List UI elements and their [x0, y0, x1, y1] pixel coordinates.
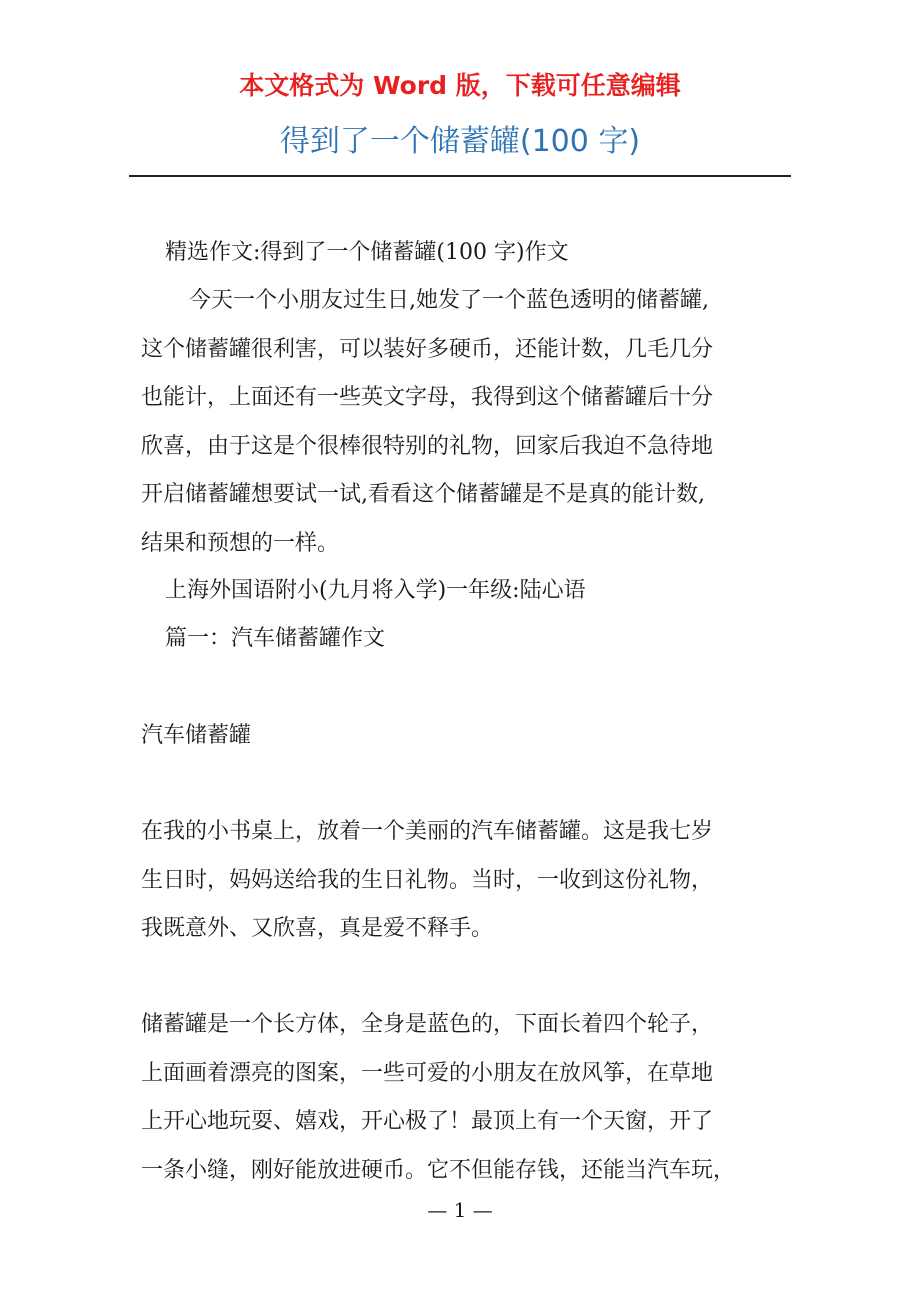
essay-paragraph-2	[141, 1001, 791, 1195]
text-line: 也能计，上面还有一些英文字母，我得到这个储蓄罐后十分	[141, 385, 714, 410]
text-line: 开启储蓄罐想要试一试,看看这个储蓄罐是不是真的能计数,	[141, 482, 705, 507]
paragraph-author	[165, 567, 815, 616]
text-line: 上面画着漂亮的图案，一些可爱的小朋友在放风筝，在草地	[141, 1060, 714, 1086]
title-divider	[129, 175, 791, 177]
section-heading	[165, 615, 815, 664]
format-notice-banner: 本文格式为 Word 版，下载可任意编辑	[239, 71, 681, 100]
page-number: — 1 —	[427, 1198, 493, 1222]
text-line: 篇一：汽车储蓄罐作文	[165, 626, 386, 651]
paragraph-intro	[141, 277, 791, 568]
essay-paragraph-1	[141, 808, 791, 954]
text-line: 汽车储蓄罐	[141, 723, 252, 748]
text-line: 欣喜，由于这是个很棒很特别的礼物，回家后我迫不急待地	[141, 433, 714, 459]
text-line: 在我的小书桌上，放着一个美丽的汽车储蓄罐。这是我七岁	[141, 819, 714, 844]
text-line: 生日时，妈妈送给我的生日礼物。当时，一收到这份礼物，	[141, 867, 714, 893]
text-line: 结果和预想的一样。	[141, 530, 340, 556]
text-line: 上海外国语附小(九月将入学)一年级:陆心语	[165, 578, 586, 603]
text-line: 这个储蓄罐很利害，可以装好多硬币，还能计数，几毛几分	[141, 336, 714, 362]
text-line: 上开心地玩耍、嬉戏，开心极了！最顶上有一个天窗，开了	[141, 1109, 714, 1134]
text-line: 我既意外、又欣喜，真是爱不释手。	[141, 916, 494, 941]
document-title: 得到了一个储蓄罐(100 字)	[279, 124, 641, 159]
text-line: 精选作文:得到了一个储蓄罐(100 字)作文	[165, 240, 569, 265]
essay-title	[141, 712, 791, 761]
text-line: 储蓄罐是一个长方体，全身是蓝色的，下面长着四个轮子，	[141, 1012, 714, 1037]
paragraph-source-line	[165, 229, 815, 278]
text-line: 今天一个小朋友过生日,她发了一个蓝色透明的储蓄罐,	[189, 288, 709, 313]
text-line: 一条小缝，刚好能放进硬币。它不但能存钱，还能当汽车玩，	[141, 1157, 736, 1183]
